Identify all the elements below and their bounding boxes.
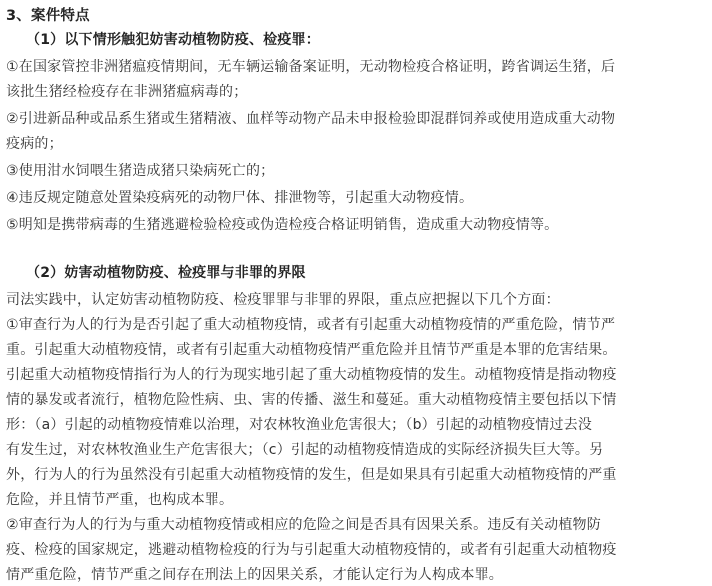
- paragraph-gap: [6, 242, 704, 263]
- text-line: 形：（a）引起的动植物疫情难以治理，对农林牧渔业危害很大；（b）引起的动植物疫情过去没: [6, 417, 593, 433]
- part1-item-1: [6, 57, 704, 103]
- text-line: ⑤明知是携带病毒的生猪逃避检验检疫或伪造检疫合格证明销售，造成重大动物疫情等。: [6, 217, 559, 233]
- text-line: ③使用泔水饲喂生猪造成猪只染病死亡的；: [6, 163, 275, 179]
- text-line: 该批生猪经检疫存在非洲猪瘟病毒的；: [6, 84, 248, 100]
- part1-heading: （1）以下情形触犯妨害动植物防疫、检疫罪：: [26, 32, 320, 48]
- text-line: ④违反规定随意处置染疫病死的动物尸体、排泄物等，引起重大动物疫情。: [6, 190, 474, 206]
- section-title: 3、案件特点: [6, 8, 90, 24]
- text-line: 危险，并且情节严重，也构成本罪。: [6, 492, 234, 508]
- part1-item-4: [6, 188, 704, 209]
- text-line: 有发生过，对农林牧渔业生产危害很大；（c）引起的动植物疫情造成的实际经济损失巨大等。另: [6, 442, 604, 458]
- part1-item-5: [6, 215, 704, 236]
- text-line: ①在国家管控非洲猪瘟疫情期间，无车辆运输备案证明，无动物检疫合格证明，跨省调运生猪，后: [6, 59, 616, 75]
- text-line: ②审查行为人的行为与重大动植物疫情或相应的危险之间是否具有因果关系。违反有关动植物防: [6, 517, 601, 533]
- part1-item-3: [6, 161, 704, 182]
- part2-heading: （2）妨害动植物防疫、检疫罪与非罪的界限: [26, 265, 306, 281]
- text-line: 外，行为人的行为虽然没有引起重大动植物疫情的发生，但是如果具有引起重大动植物疫情的严重: [6, 467, 617, 483]
- part2-body: [6, 290, 704, 586]
- text-line: ②引进新品种或品系生猪或生猪精液、血样等动物产品未申报检验即混群饲养或使用造成重大动物: [6, 111, 616, 127]
- text-line: 情的暴发或者流行，植物危险性病、虫、害的传播、滋生和蔓延。重大动植物疫情主要包括以下情: [6, 392, 617, 408]
- text-line: 重。引起重大动植物疫情，或者有引起重大动植物疫情严重危险并且情节严重是本罪的危害结果。: [6, 342, 617, 358]
- text-line: 引起重大动植物疫情指行为人的行为现实地引起了重大动植物疫情的发生。动植物疫情是指动物疫: [6, 367, 617, 383]
- text-line: 司法实践中，认定妨害动植物防疫、检疫罪罪与非罪的界限，重点应把握以下几个方面：: [6, 292, 560, 308]
- text-line: 疫、检疫的国家规定，逃避动植物检疫的行为与引起重大动植物疫情的，或者有引起重大动植物疫: [6, 542, 617, 558]
- part1-item-2: [6, 109, 704, 155]
- text-line: 疫病的；: [6, 136, 63, 152]
- text-line: ①审查行为人的行为是否引起了重大动植物疫情，或者有引起重大动植物疫情的严重危险，情节严: [6, 317, 616, 333]
- text-line: 情严重危险，情节严重之间存在刑法上的因果关系，才能认定行为人构成本罪。: [6, 567, 503, 583]
